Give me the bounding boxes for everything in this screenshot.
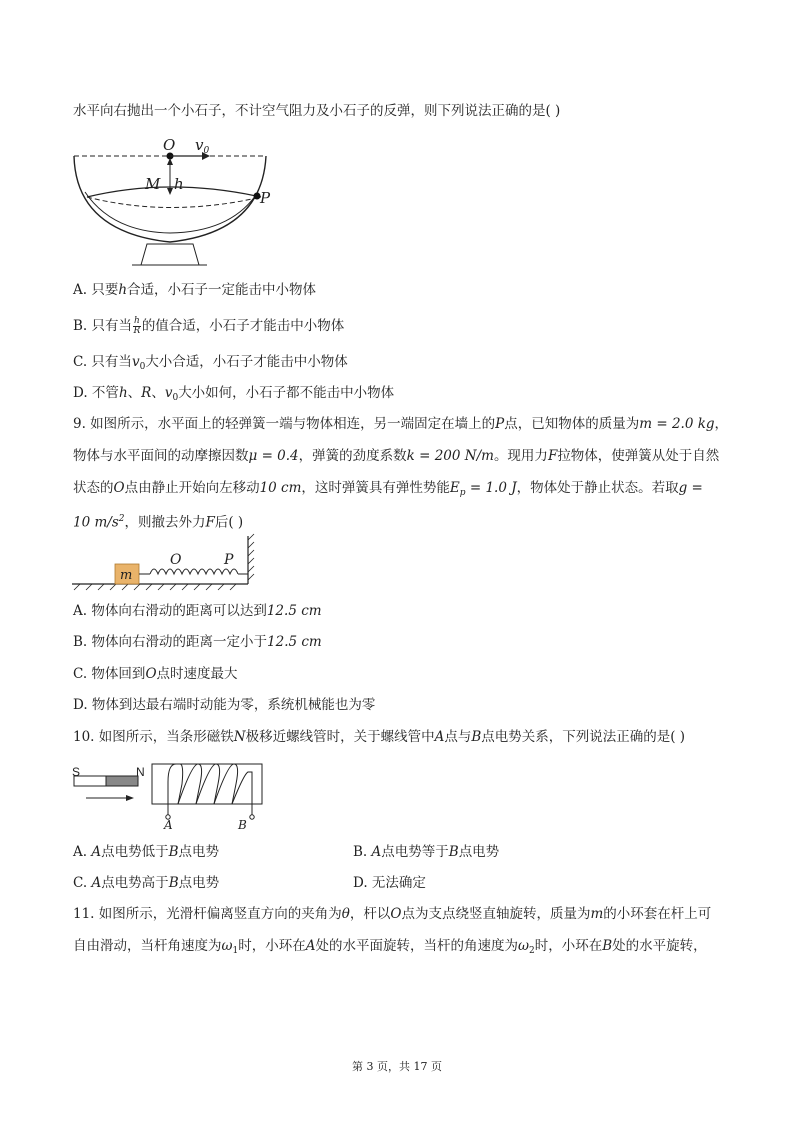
q8-label-P: P <box>260 189 271 207</box>
q9-option-c[interactable]: C. 物体回到O点时速度最大 <box>73 666 238 682</box>
q8-label-h: h <box>174 175 184 193</box>
q9-stem-line3: 状态的O点由静止开始向左移动10 cm，这时弹簧具有弹性势能$E_p = 1.0$ J，物体处于静止状态。若取g = <box>73 480 703 498</box>
q8-stem: 水平向右抛出一个小石子，不计空气阻力及小石子的反弹，则下列说法正确的是( ) <box>73 103 561 119</box>
q10-option-a[interactable]: A. A点电势低于B点电势 <box>73 844 220 860</box>
q9-spring-figure <box>72 536 262 586</box>
q10-label-A: A <box>164 818 173 832</box>
q9-stem-line1: 9. 如图所示，水平面上的轻弹簧一端与物体相连，另一端固定在墙上的P点，已知物体的质量为m = 2.0 kg， <box>73 416 729 432</box>
q10-option-d[interactable]: D. 无法确定 <box>353 875 426 891</box>
q10-label-N: N <box>136 765 145 779</box>
q10-label-S: S <box>72 765 81 779</box>
q8-label-M: M <box>145 175 161 193</box>
q9-option-b[interactable]: B. 物体向右滑动的距离一定小于12.5 cm <box>73 634 322 650</box>
q8-label-v0: $v_0$ <box>195 136 210 156</box>
q11-stem-line1: 11. 如图所示，光滑杆偏离竖直方向的夹角为θ，杆以O点为支点绕竖直轴旋转，质量为m的小环套在杆上可 <box>73 906 712 922</box>
q9-label-P: P <box>224 552 234 568</box>
q8-option-a[interactable]: A. 只要h合适，小石子一定能击中小物体 <box>73 282 317 298</box>
q8-option-b[interactable]: B. 只有当 $\frac{h}{R}$ 的值合适，小石子才能击中小物体 <box>73 316 345 336</box>
q10-stem: 10. 如图所示，当条形磁铁N极移近螺线管时，关于螺线管中A点与B点电势关系，下列说法正确的是( ) <box>73 729 686 745</box>
q8-label-O: O <box>163 136 176 154</box>
q8-option-c[interactable]: C. 只有当$v_0$大小合适，小石子才能击中小物体 <box>73 354 348 372</box>
q9-stem-line4: 10 $m/s^2$，则撤去外力F后( ) <box>73 514 244 531</box>
q8-option-d[interactable]: D. 不管h、R、$v_0$大小如何，小石子都不能击中小物体 <box>73 385 395 403</box>
q10-option-c[interactable]: C. A点电势高于B点电势 <box>73 875 220 891</box>
q10-option-b[interactable]: B. A点电势等于B点电势 <box>353 844 500 860</box>
q11-stem-line2: 自由滑动，当杆角速度为$\omega_1$时，小环在A处的水平面旋转，当杆的角速度为$\omega_2$时，小环在B处的水平旋转， <box>73 938 707 956</box>
q9-label-m: m <box>120 568 133 583</box>
q9-option-a[interactable]: A. 物体向右滑动的距离可以达到12.5 cm <box>73 603 322 619</box>
q9-option-d[interactable]: D. 物体到达最右端时动能为零，系统机械能也为零 <box>73 697 376 713</box>
q9-stem-line2: 物体与水平面间的动摩擦因数μ = 0.4，弹簧的劲度系数k = 200 N/m。现用力F拉物体，使弹簧从处于自然 <box>73 448 720 464</box>
page-footer: 第 3 页，共 17 页 <box>352 1060 442 1073</box>
q10-label-B: B <box>238 818 247 832</box>
q9-label-O: O <box>170 552 182 568</box>
